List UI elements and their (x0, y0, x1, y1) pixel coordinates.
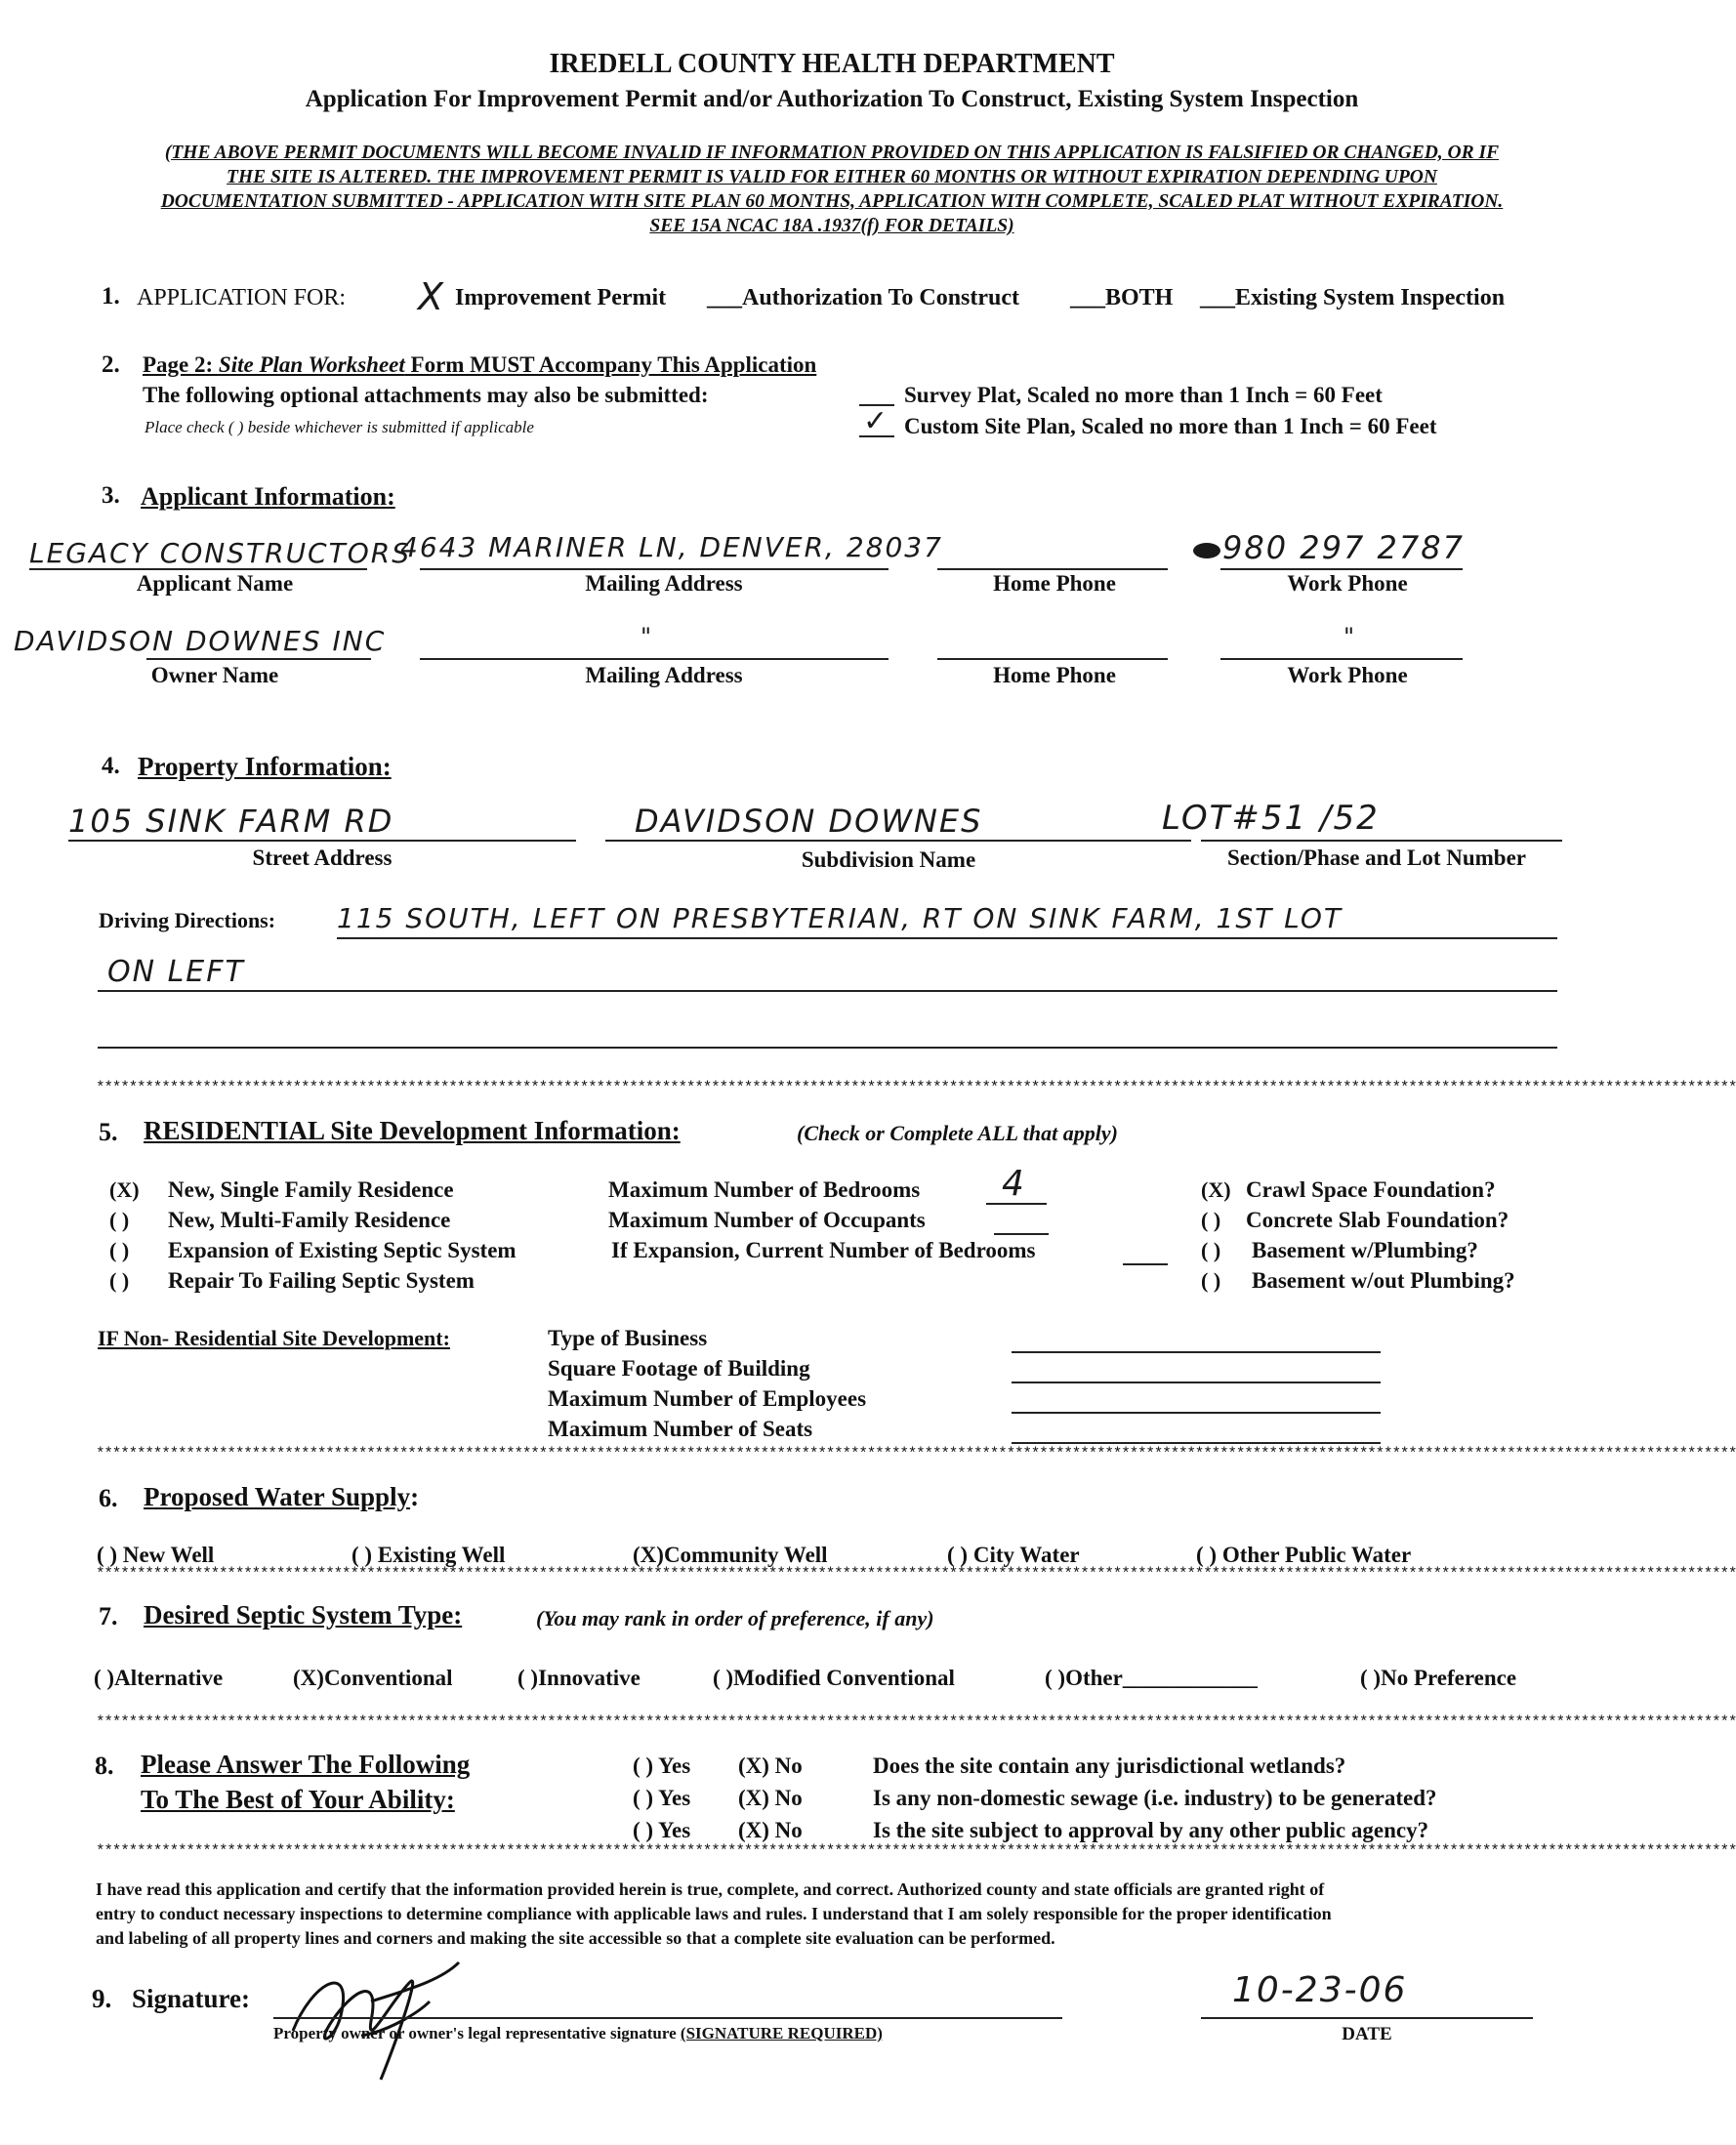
subdivision-line (605, 840, 1191, 842)
owner-work-phone-label: Work Phone (1287, 663, 1408, 687)
crawl-space-box[interactable]: (X) (1201, 1177, 1231, 1202)
answer-heading-line1: Please Answer The Following (141, 1750, 471, 1779)
site-plan-form-name: Site Plan Worksheet (218, 352, 405, 377)
certification-line-2: entry to conduct necessary inspections to determine compliance with applicable laws and rules. I understand that I am solely responsible for the proper identification (96, 1904, 1332, 1923)
applicant-address-value[interactable]: 4643 MARINER LN, DENVER, 28037 (400, 531, 943, 563)
square-footage-label: Square Footage of Building (548, 1356, 810, 1381)
modified-conventional-option[interactable] (713, 1666, 955, 1691)
conventional-option[interactable] (293, 1666, 453, 1691)
optional-attachments-note: The following optional attachments may also be submitted: (143, 383, 709, 407)
owner-name-label: Owner Name (150, 663, 279, 687)
septic-type-heading: Desired Septic System Type: (144, 1600, 463, 1629)
applicant-home-phone-label: Home Phone (993, 571, 1116, 596)
survey-plat-option[interactable]: Survey Plat, Scaled no more than 1 Inch = 60 Feet (904, 383, 1383, 407)
repair-box[interactable]: ( ) (109, 1268, 130, 1293)
applicant-info-heading: Applicant Information: (141, 482, 395, 511)
section-1-number: 1. (102, 283, 120, 309)
modified-conventional-label: Modified Conventional (733, 1666, 955, 1690)
agency-question: Is the site subject to approval by any other public agency? (873, 1818, 1429, 1842)
directions-line-1 (337, 937, 1557, 939)
alternative-box: ( ) (94, 1666, 115, 1690)
wetlands-question: Does the site contain any jurisdictional wetlands? (873, 1753, 1346, 1778)
conventional-label: Conventional (323, 1666, 453, 1690)
existing-well-box: ( ) (351, 1543, 373, 1567)
applicant-mailing-label: Mailing Address (585, 571, 743, 596)
expansion-option: Expansion of Existing Septic System (168, 1238, 517, 1262)
street-address-line (68, 840, 576, 842)
section-9-number: 9. (92, 1984, 112, 2013)
divider-stars-3: ******************************************************************************************************************************************************************************************************** (96, 1565, 1736, 1583)
signature-caption-text: Property owner or owner's legal representative signature (273, 2024, 681, 2042)
modified-conventional-box: ( ) (713, 1666, 734, 1690)
owner-mailing-label: Mailing Address (585, 663, 743, 687)
street-address-value[interactable]: 105 SINK FARM RD (68, 803, 394, 840)
applicant-name-value[interactable]: LEGACY CONSTRUCTORS (29, 537, 411, 569)
existing-system-option[interactable]: ___Existing System Inspection (1200, 285, 1506, 310)
date-label: DATE (1342, 2024, 1392, 2044)
other-septic-option[interactable] (1045, 1666, 1258, 1691)
water-supply-heading (144, 1482, 419, 1512)
owner-name-line (146, 658, 371, 660)
owner-address-line (420, 658, 889, 660)
applicant-name-line (29, 568, 367, 570)
current-bedrooms-label: If Expansion, Current Number of Bedrooms (611, 1238, 1036, 1262)
applicant-work-phone-label: Work Phone (1287, 571, 1408, 596)
owner-home-phone-line[interactable] (937, 658, 1168, 660)
site-plan-page-label: Page 2: (143, 352, 219, 377)
repair-option: Repair To Failing Septic System (168, 1268, 475, 1293)
directions-line-3 (98, 1047, 1557, 1049)
max-seats-label: Maximum Number of Seats (548, 1417, 813, 1441)
max-seats-line[interactable] (1012, 1442, 1381, 1444)
wetlands-no[interactable]: (X) No (738, 1753, 803, 1778)
new-single-family-box[interactable]: (X) (109, 1177, 140, 1202)
form-subtitle: Application For Improvement Permit and/or Authorization To Construct, Existing System Inspection (305, 86, 1359, 112)
conventional-box: (X) (293, 1666, 324, 1690)
applicant-work-phone-line (1220, 568, 1463, 570)
divider-stars-5: ******************************************************************************************************************************************************************************************************** (96, 1842, 1736, 1860)
max-occupants-label: Maximum Number of Occupants (608, 1208, 926, 1232)
owner-name-value[interactable]: DAVIDSON DOWNES INC (14, 625, 387, 657)
max-occupants-line[interactable] (994, 1233, 1049, 1235)
lot-number-value[interactable]: LOT#51 /52 (1162, 799, 1380, 838)
subdivision-label: Subdivision Name (801, 847, 976, 872)
basement-no-plumbing-box[interactable]: ( ) (1201, 1268, 1221, 1293)
sewage-question: Is any non-domestic sewage (i.e. industry) to be generated? (873, 1786, 1437, 1810)
section-6-number: 6. (99, 1484, 118, 1512)
custom-site-plan-option[interactable]: Custom Site Plan, Scaled no more than 1 Inch = 60 Feet (904, 414, 1437, 438)
new-well-box: ( ) (97, 1543, 118, 1567)
new-single-family-option: New, Single Family Residence (168, 1177, 454, 1202)
divider-stars-2: ******************************************************************************************************************************************************************************************************** (96, 1445, 1736, 1463)
property-info-heading: Property Information: (138, 752, 392, 781)
sewage-yes[interactable]: ( ) Yes (633, 1786, 691, 1810)
place-check-note: Place check ( ) beside whichever is submitted if applicable (145, 418, 534, 436)
other-public-water-box: ( ) (1196, 1543, 1218, 1567)
section-3-number: 3. (102, 482, 120, 509)
directions-line-2 (98, 990, 1557, 992)
divider-stars-4: ******************************************************************************************************************************************************************************************************** (96, 1713, 1736, 1731)
lot-number-label: Section/Phase and Lot Number (1226, 846, 1527, 870)
residential-heading: RESIDENTIAL Site Development Information: (144, 1116, 681, 1145)
section-5-number: 5. (99, 1118, 118, 1146)
alternative-label: Alternative (114, 1666, 224, 1690)
driving-directions-line2[interactable]: ON LEFT (107, 955, 245, 989)
section-4-number: 4. (102, 753, 120, 779)
signature-required-note: (SIGNATURE REQUIRED) (680, 2024, 883, 2042)
basement-plumbing-option: Basement w/Plumbing? (1252, 1238, 1478, 1262)
ink-blot-icon (1193, 543, 1220, 558)
other-public-water-label: Other Public Water (1221, 1543, 1412, 1567)
section-2-number: 2. (102, 351, 120, 378)
certification-line-1: I have read this application and certify that the information provided herein is true, complete, and correct. Authorized county and state officials are granted right of (96, 1879, 1325, 1899)
innovative-label: Innovative (538, 1666, 641, 1690)
site-plan-checkmark: ✓ (863, 404, 890, 438)
answer-heading-line2: To The Best of Your Ability: (141, 1785, 455, 1814)
applicant-name-label: Applicant Name (136, 571, 294, 596)
section-8-number: 8. (95, 1752, 114, 1780)
applicant-address-line (420, 568, 889, 570)
alternative-option[interactable] (94, 1666, 223, 1691)
city-water-label: City Water (972, 1543, 1080, 1567)
improvement-permit-mark[interactable]: X (418, 275, 446, 318)
driving-directions-line1[interactable]: 115 SOUTH, LEFT ON PRESBYTERIAN, RT ON SINK FARM, 1ST LOT (337, 902, 1343, 934)
owner-address-value[interactable]: " (641, 623, 654, 650)
no-preference-option[interactable] (1360, 1666, 1516, 1691)
max-bedrooms-value[interactable]: 4 (1002, 1164, 1026, 1204)
type-of-business-label: Type of Business (548, 1326, 708, 1350)
owner-work-phone-line (1220, 658, 1463, 660)
site-plan-worksheet-note (143, 352, 816, 378)
agency-no[interactable]: (X) No (738, 1818, 803, 1842)
septic-type-note: (You may rank in order of preference, if any) (536, 1606, 934, 1630)
concrete-slab-option: Concrete Slab Foundation? (1246, 1208, 1509, 1232)
type-of-business-line[interactable] (1012, 1351, 1381, 1353)
agency-yes[interactable]: ( ) Yes (633, 1818, 691, 1842)
divider-stars-1: ******************************************************************************************************************************************************************************************************** (96, 1079, 1736, 1096)
max-employees-label: Maximum Number of Employees (548, 1386, 867, 1411)
crawl-space-option: Crawl Space Foundation? (1246, 1177, 1496, 1202)
signature-line (273, 2017, 1062, 2019)
wetlands-yes[interactable]: ( ) Yes (633, 1753, 691, 1778)
city-water-box: ( ) (947, 1543, 969, 1567)
new-multi-family-box[interactable]: ( ) (109, 1208, 130, 1232)
current-bedrooms-line[interactable] (1123, 1263, 1168, 1265)
basement-no-plumbing-option: Basement w/out Plumbing? (1252, 1268, 1515, 1293)
form-title: IREDELL COUNTY HEALTH DEPARTMENT (549, 49, 1115, 79)
non-residential-label: IF Non- Residential Site Development: (98, 1326, 450, 1350)
innovative-option[interactable] (517, 1666, 641, 1691)
both-option[interactable]: ___BOTH (1070, 285, 1174, 310)
site-plan-requirement: Form MUST Accompany This Application (404, 352, 817, 377)
max-employees-line[interactable] (1012, 1412, 1381, 1414)
community-well-box: (X) (633, 1543, 664, 1567)
signature-label: Signature: (132, 1984, 251, 2013)
community-well-label: Community Well (663, 1543, 828, 1567)
no-preference-label: No Preference (1381, 1666, 1517, 1690)
owner-home-phone-label: Home Phone (993, 663, 1116, 687)
date-line (1201, 2017, 1533, 2019)
notice-line-4: SEE 15A NCAC 18A .1937(f) FOR DETAILS) (649, 216, 1014, 236)
no-preference-box: ( ) (1360, 1666, 1382, 1690)
date-value[interactable]: 10-23-06 (1232, 1970, 1408, 2010)
water-supply-colon: : (410, 1482, 420, 1511)
basement-plumbing-box[interactable]: ( ) (1201, 1238, 1221, 1262)
authorization-option[interactable]: ___Authorization To Construct (707, 285, 1020, 310)
max-bedrooms-label: Maximum Number of Bedrooms (608, 1177, 921, 1202)
lot-number-line (1201, 840, 1562, 842)
owner-work-phone-value[interactable]: " (1343, 623, 1357, 650)
section-7-number: 7. (99, 1602, 118, 1630)
certification-line-3: and labeling of all property lines and corners and making the site accessible so that a complete site evaluation can be performed. (96, 1928, 1055, 1948)
concrete-slab-box[interactable]: ( ) (1201, 1208, 1221, 1232)
existing-well-label: Existing Well (377, 1543, 506, 1567)
improvement-permit-option[interactable]: Improvement Permit (455, 285, 667, 310)
notice-line-3: DOCUMENTATION SUBMITTED - APPLICATION WITH SITE PLAN 60 MONTHS, APPLICATION WITH COMPLETE, SCALED PLAT WITHOUT EXPIRATION. (160, 191, 1504, 212)
expansion-box[interactable]: ( ) (109, 1238, 130, 1262)
application-for-label: APPLICATION FOR: (137, 285, 347, 310)
innovative-box: ( ) (517, 1666, 539, 1690)
new-well-label: New Well (122, 1543, 215, 1567)
other-septic-label: Other____________ (1065, 1666, 1258, 1690)
applicant-home-phone-line[interactable] (937, 568, 1168, 570)
applicant-work-phone-value[interactable]: 980 297 2787 (1222, 529, 1465, 566)
driving-directions-label: Driving Directions: (99, 908, 276, 932)
water-supply-title: Proposed Water Supply (144, 1482, 411, 1511)
other-septic-box: ( ) (1045, 1666, 1066, 1690)
max-bedrooms-line (986, 1203, 1047, 1205)
residential-note: (Check or Complete ALL that apply) (797, 1121, 1118, 1145)
sewage-no[interactable]: (X) No (738, 1786, 803, 1810)
notice-line-2: THE SITE IS ALTERED. THE IMPROVEMENT PERMIT IS VALID FOR EITHER 60 MONTHS OR WITHOUT EXPIRATION DEPENDING UPON (227, 167, 1437, 187)
square-footage-line[interactable] (1012, 1382, 1381, 1383)
subdivision-value[interactable]: DAVIDSON DOWNES (635, 803, 983, 840)
notice-line-1: (THE ABOVE PERMIT DOCUMENTS WILL BECOME INVALID IF INFORMATION PROVIDED ON THIS APPLICATION IS FALSIFIED OR CHANGED, OR IF (164, 143, 1500, 163)
new-multi-family-option: New, Multi-Family Residence (168, 1208, 451, 1232)
handwritten-signature[interactable] (273, 1943, 488, 2089)
signature-caption (273, 2024, 883, 2043)
street-address-label: Street Address (252, 846, 393, 870)
